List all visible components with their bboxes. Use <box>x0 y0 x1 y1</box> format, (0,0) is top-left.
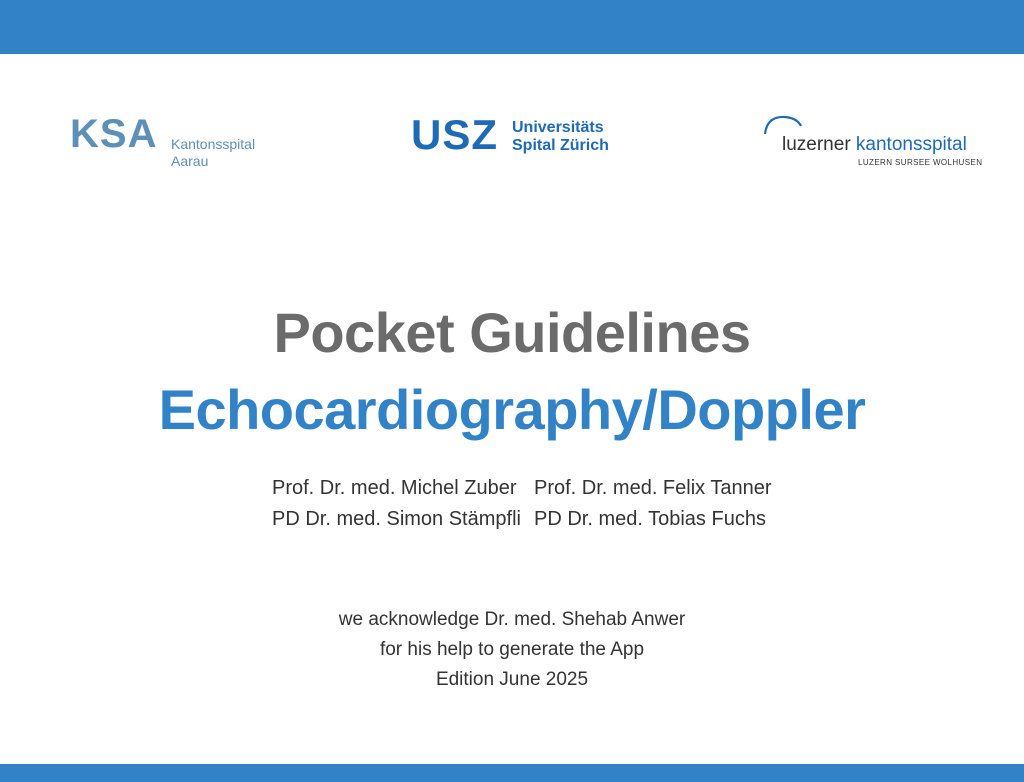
title-echocardiography: Echocardiography/Doppler <box>158 378 866 441</box>
luks-logo <box>760 114 990 174</box>
ksa-logo <box>70 114 290 184</box>
luks-name-part1: luzerner <box>782 134 856 155</box>
bottom-banner <box>0 764 1024 782</box>
luks-logo-sub: LUZERN SURSEE WOLHUSEN <box>858 158 983 167</box>
ksa-logo-name: Kantonsspital Aarau <box>171 136 256 169</box>
author-1: Prof. Dr. med. Michel Zuber <box>272 477 517 499</box>
usz-logo-name: Universitäts Spital Zürich <box>512 119 609 154</box>
author-2: Prof. Dr. med. Felix Tanner <box>534 477 772 499</box>
luks-logo-name <box>782 134 967 156</box>
usz-logo-mark: USZ <box>411 111 498 158</box>
luks-name-part2: kantonsspital <box>855 134 967 155</box>
luks-arc-icon <box>763 114 803 136</box>
usz-logo <box>411 111 641 164</box>
author-3: PD Dr. med. Simon Stämpfli <box>272 508 521 530</box>
authors-list <box>272 476 792 546</box>
ksa-logo-mark: KSA <box>70 112 158 156</box>
title-pocket-guidelines: Pocket Guidelines <box>273 301 751 364</box>
acknowledgement-line-2: for his help to generate the App <box>379 639 645 660</box>
top-banner <box>0 0 1024 54</box>
acknowledgement-line-1: we acknowledge Dr. med. Shehab Anwer <box>338 609 686 630</box>
author-4: PD Dr. med. Tobias Fuchs <box>534 508 766 530</box>
edition-label: Edition June 2025 <box>435 669 589 690</box>
